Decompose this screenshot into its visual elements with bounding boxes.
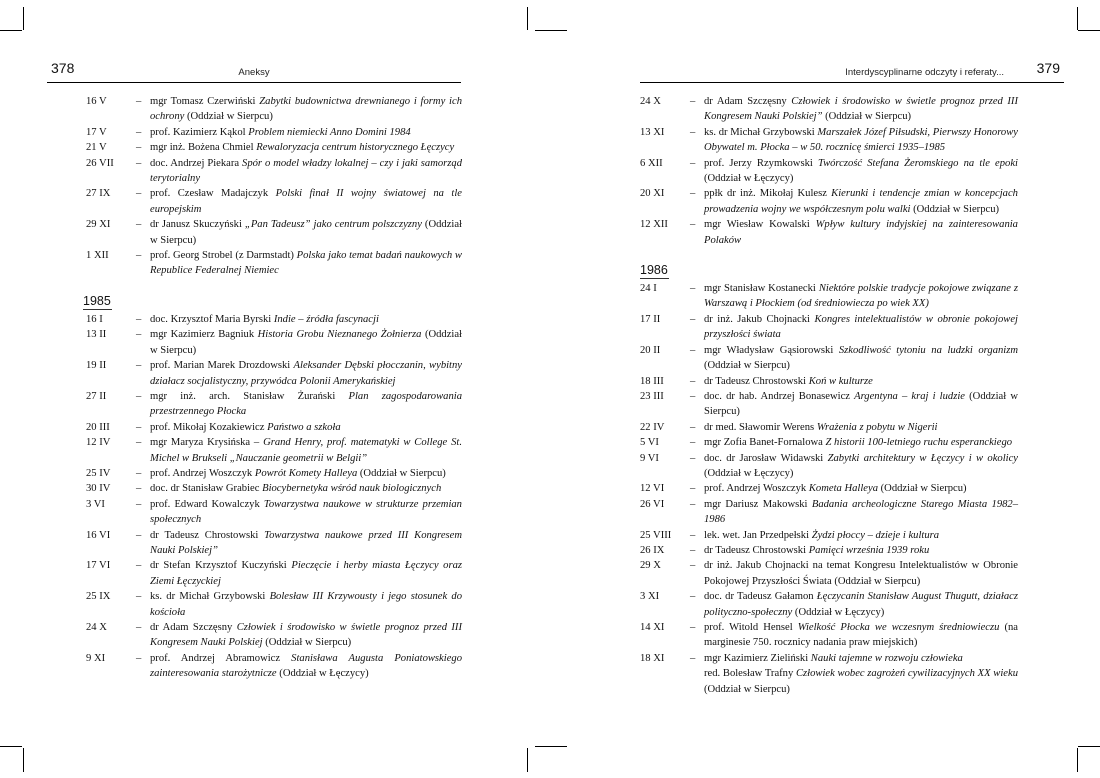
entry-dash: – — [136, 96, 142, 107]
entry-dash: – — [690, 344, 696, 356]
entry-date: 13 XI — [640, 126, 665, 138]
entry-date: 22 IV — [640, 421, 665, 433]
entry-dash: – — [690, 498, 696, 510]
entry-dash: – — [690, 375, 696, 387]
entry-date: 25 VIII — [640, 529, 672, 541]
entry-date: 12 VI — [640, 483, 665, 495]
entry-text: prof. Jerzy Rzymkowski Twórczość Stefana Żeromskiego na tle epoki (Oddział w Łęczycy) — [704, 157, 1019, 185]
entry-date: 9 XI — [86, 652, 106, 664]
entry-date: 17 II — [640, 313, 661, 325]
crop-mark — [535, 30, 567, 31]
lecture-entry — [86, 528, 462, 559]
entry-text: mgr Władysław Gąsiorowski Szkodliwość tytoniu na ludzki organizm (Oddział w Sierpcu) — [704, 344, 1018, 372]
entry-dash: – — [690, 529, 696, 541]
entry-dash: – — [136, 126, 142, 138]
entry-text: dr Tadeusz Chrostowski Koń w kulturze — [704, 375, 873, 387]
entry-dash: – — [136, 591, 142, 603]
entry-dash: – — [690, 96, 696, 107]
entry-dash: – — [690, 437, 696, 449]
entry-dash: – — [136, 529, 142, 541]
crop-mark — [0, 746, 22, 747]
entry-text: doc. dr Jarosław Widawski Zabytki architektury w Łęczycy i w okolicy (Oddział w Łęczycy) — [704, 452, 1019, 479]
entry-date: 25 IV — [86, 467, 111, 479]
entry-dash: – — [136, 622, 142, 633]
entry-dash: – — [136, 483, 142, 495]
entry-text: doc. dr Tadeusz Gałamon Łęczycanin Stanisław August Thugutt, działacz polityczno-społeczny (Oddział w Łęczycy) — [704, 591, 1018, 618]
lecture-entry — [86, 589, 462, 620]
crop-mark — [1077, 748, 1078, 772]
entry-date: 12 XII — [640, 219, 668, 231]
entry-date: 20 III — [86, 421, 110, 433]
entry-date: 16 I — [86, 313, 103, 325]
entry-date: 24 X — [86, 622, 107, 633]
entry-date: 19 II — [86, 360, 107, 372]
entry-text: doc. Andrzej Piekara Spór o model władzy lokalnej – czy i jaki samorząd terytorialny — [150, 157, 462, 185]
entry-text: dr inż. Jakub Chojnacki Kongres intelektualistów w obronie pokojowej przyszłości świata — [704, 313, 1018, 341]
lecture-entry — [640, 620, 1018, 651]
entry-text: prof. Edward Kowalczyk Towarzystwa naukowe w strukturze przemian społecznych — [150, 498, 462, 526]
entry-dash: – — [690, 188, 696, 200]
entry-date: 3 XI — [640, 591, 660, 603]
entry-date: 24 X — [640, 96, 661, 107]
year-heading: 1985 — [83, 293, 111, 308]
entry-text: lek. wet. Jan Przedpełski Żydzi płoccy – dzieje i kultura — [704, 529, 940, 541]
entry-text: prof. Mikołaj Kozakiewicz Państwo a szkoła — [150, 421, 341, 433]
entry-date: 20 II — [640, 344, 661, 356]
lecture-entry — [640, 389, 1018, 420]
crop-mark — [23, 7, 24, 30]
entry-date: 20 XI — [640, 188, 665, 200]
entry-dash: – — [690, 126, 696, 138]
lecture-entry — [640, 217, 1018, 248]
entry-text: dr Tadeusz Chrostowski Towarzystwa naukowe przed III Kongresem Nauki Polskiej” — [150, 529, 462, 556]
entry-dash: – — [136, 142, 142, 154]
lecture-entry — [86, 389, 462, 420]
entry-text: ppłk dr inż. Mikołaj Kulesz Kierunki i tendencje zmian w koncepcjach prowadzenia wojny we współczesnym polu walki (Oddział w Sierpcu) — [704, 188, 1018, 215]
entry-text: prof. Georg Strobel (z Darmstadt) Polska jako temat badań naukowych w Republice Federalnej Niemiec — [150, 250, 462, 277]
year-heading: 1986 — [640, 263, 668, 278]
entry-dash: – — [136, 219, 142, 231]
lecture-entry — [640, 374, 1018, 389]
lecture-entry — [86, 420, 462, 435]
lecture-entry — [86, 358, 462, 389]
lecture-entry — [640, 186, 1018, 217]
entry-dash: – — [136, 421, 142, 433]
lecture-entry — [640, 481, 1018, 496]
entry-dash: – — [136, 437, 142, 449]
entry-text: doc. Krzysztof Maria Byrski Indie – źródła fascynacji — [150, 313, 379, 325]
lecture-entry — [86, 125, 462, 140]
entry-date: 21 V — [86, 142, 107, 154]
entry-text: dr med. Sławomir Werens Wrażenia z pobytu w Nigerii — [704, 421, 938, 433]
entry-dash: – — [690, 219, 696, 231]
entry-text: mgr inż. Bożena Chmiel Rewaloryzacja centrum historycznego Łęczycy — [150, 142, 455, 154]
entry-date: 23 III — [640, 390, 664, 402]
entry-text: prof. Kazimierz Kąkol Problem niemiecki Anno Domini 1984 — [150, 126, 411, 138]
entry-date: 27 IX — [86, 188, 111, 200]
entry-date: 6 XII — [640, 157, 663, 169]
lecture-entry — [640, 543, 1018, 558]
crop-mark — [0, 30, 22, 31]
entry-text: dr Stefan Krzysztof Kuczyński Pieczęcie i herby miasta Łęczycy oraz Ziemi Łęczyckiej — [150, 560, 463, 587]
entry-text: prof. Andrzej Woszczyk Kometa Halleya (Oddział w Sierpcu) — [704, 483, 967, 495]
entry-date: 17 VI — [86, 560, 111, 572]
entry-dash: – — [690, 283, 696, 295]
entry-text: mgr Dariusz Makowski Badania archeologiczne Starego Miasta 1982–1986 — [704, 498, 1019, 526]
entry-date: 26 IX — [640, 544, 665, 556]
entry-date: 29 XI — [86, 219, 111, 231]
running-head-title: Aneksy — [238, 67, 270, 78]
entry-text: mgr inż. arch. Stanisław Żurański Plan zagospodarowania przestrzennego Płocka — [150, 390, 462, 418]
entry-dash: – — [690, 421, 696, 433]
entry-text: prof. Andrzej Woszczyk Powrót Komety Halleya (Oddział w Sierpcu) — [150, 467, 446, 479]
lecture-entry — [86, 466, 462, 481]
entry-date: 18 XI — [640, 652, 665, 664]
lecture-entry — [86, 497, 462, 528]
lecture-entry — [86, 217, 462, 248]
crop-mark — [1078, 30, 1100, 31]
running-head-title: Interdyscyplinarne odczyty i referaty... — [845, 67, 1004, 78]
lecture-entry — [640, 589, 1018, 620]
entry-date: 12 IV — [86, 437, 111, 449]
crop-mark — [23, 748, 24, 772]
lecture-entry — [86, 156, 462, 187]
entry-date: 30 IV — [86, 483, 111, 495]
right-page-body — [640, 94, 1018, 697]
entry-date: 25 IX — [86, 591, 111, 603]
entry-text: mgr Kazimierz Zieliński Nauki tajemne w rozwoju człowieka red. Bolesław Trafny Człowiek wobec zagrożeń cywilizacyjnych XX wieku (Oddział w Sierpcu) — [704, 652, 1018, 695]
entry-text: dr inż. Jakub Chojnacki na temat Kongresu Intelektualistów w Obronie Pokojowej Przyszłości Świata (Oddział w Sierpcu) — [704, 560, 1018, 587]
entry-date: 18 III — [640, 375, 664, 387]
lecture-entry — [640, 497, 1018, 528]
crop-mark — [527, 748, 528, 772]
entry-text: ks. dr Michał Grzybowski Marszałek Józef Piłsudski, Pierwszy Honorowy Obywatel m. Płocka – w 50. rocznicę śmierci 1935–1985 — [704, 126, 1019, 154]
entry-dash: – — [690, 560, 696, 572]
entry-dash: – — [690, 544, 696, 556]
lecture-entry — [640, 558, 1018, 589]
entry-dash: – — [690, 622, 696, 633]
entry-dash: – — [136, 250, 142, 262]
lecture-entry — [640, 312, 1018, 343]
entry-dash: – — [136, 313, 142, 325]
entry-text: prof. Witold Hensel Wielkość Płocka we wczesnym średniowieczu (na marginesie 750. rocznicy nadania praw miejskich) — [704, 622, 1018, 649]
entry-dash: – — [690, 390, 696, 402]
entry-dash: – — [136, 467, 142, 479]
entry-text: mgr Stanisław Kostanecki Niektóre polskie tradycje pokojowe związane z Warszawą i Płockiem (od średniowiecza po wiek XX) — [704, 283, 1018, 310]
lecture-entry — [86, 94, 462, 125]
entry-date: 3 VI — [86, 498, 105, 510]
lecture-entry — [86, 140, 462, 155]
lecture-entry — [86, 481, 462, 496]
entry-dash: – — [136, 390, 142, 402]
lecture-entry — [86, 651, 462, 682]
entry-text: mgr Tomasz Czerwiński Zabytki budownictwa drewnianego i formy ich ochrony (Oddział w Sierpcu) — [150, 96, 462, 123]
entry-text: prof. Andrzej Abramowicz Stanisława Augusta Poniatowskiego zainteresowania starożytnicze (Oddział w Łęczycy) — [150, 652, 462, 680]
entry-dash: – — [136, 329, 142, 341]
entry-date: 24 I — [640, 283, 657, 295]
entry-date: 5 VI — [640, 437, 659, 449]
entry-date: 16 VI — [86, 529, 111, 541]
lecture-entry — [86, 312, 462, 327]
entry-date: 1 XII — [86, 250, 109, 262]
entry-text: prof. Marian Marek Drozdowski Aleksander Dębski płocczanin, wybitny działacz socjalistyczny, przywódca Polonii Amerykańskiej — [150, 360, 463, 387]
entry-text: mgr Kazimierz Bagniuk Historia Grobu Nieznanego Żołnierza (Oddział w Sierpcu) — [150, 329, 463, 356]
left-page-body — [83, 94, 463, 682]
lecture-entry — [640, 281, 1018, 312]
lecture-entry — [640, 156, 1018, 187]
entry-text: mgr Maryza Krysińska – Grand Henry, prof. matematyki w College St. Michel w Brukseli „Nauczanie geometrii w Belgii” — [150, 437, 462, 464]
entry-text: dr Adam Szczęsny Człowiek i środowisko w świetle prognoz przed III Kongresem Nauki Polskiej (Oddział w Sierpcu) — [150, 622, 462, 649]
entry-date: 9 VI — [640, 452, 659, 464]
entry-dash: – — [690, 313, 696, 325]
entry-date: 27 II — [86, 390, 107, 402]
entry-text: prof. Czesław Madajczyk Polski finał II wojny światowej na tle europejskim — [150, 188, 462, 215]
crop-mark — [535, 746, 567, 747]
entry-dash: – — [136, 188, 142, 200]
entry-date: 14 XI — [640, 622, 665, 633]
page-number: 378 — [51, 60, 75, 76]
entry-dash: – — [690, 591, 696, 603]
entry-text: dr Janusz Skuczyński „Pan Tadeusz” jako centrum polszczyzny (Oddział w Sierpcu) — [150, 219, 462, 246]
lecture-entry — [86, 248, 462, 279]
entry-dash: – — [690, 452, 696, 464]
lecture-entry — [86, 327, 462, 358]
entry-dash: – — [690, 652, 696, 664]
entry-dash: – — [136, 560, 142, 572]
lecture-entry — [640, 528, 1018, 543]
entry-dash: – — [136, 157, 142, 169]
lecture-entry — [640, 651, 1018, 697]
lecture-entry — [86, 558, 462, 589]
entry-dash: – — [690, 157, 696, 169]
lecture-entry — [86, 186, 462, 217]
crop-mark — [1077, 7, 1078, 30]
lecture-entry — [640, 94, 1018, 125]
crop-mark — [527, 7, 528, 30]
entry-text: ks. dr Michał Grzybowski Bolesław III Krzywousty i jego stosunek do kościoła — [150, 591, 462, 618]
lecture-entry — [640, 451, 1018, 482]
entry-text: mgr Zofia Banet-Fornalowa Z historii 100-letniego ruchu esperanckiego — [704, 437, 1013, 449]
running-head-right — [640, 60, 1064, 83]
entry-date: 13 II — [86, 329, 107, 341]
lecture-entry — [640, 420, 1018, 435]
entry-date: 17 V — [86, 126, 107, 138]
entry-date: 16 V — [86, 96, 107, 107]
entry-dash: – — [136, 498, 142, 510]
lecture-entry — [640, 125, 1018, 156]
lecture-entry — [86, 620, 462, 651]
entry-text: mgr Wiesław Kowalski Wpływ kultury indyjskiej na zainteresowania Polaków — [704, 219, 1018, 246]
entry-date: 26 VII — [86, 157, 114, 169]
lecture-entry — [640, 435, 1018, 450]
lecture-entry — [86, 435, 462, 466]
running-head-left — [47, 60, 461, 83]
entry-text: dr Tadeusz Chrostowski Pamięci września 1939 roku — [704, 544, 930, 556]
page-number: 379 — [1036, 60, 1060, 76]
entry-date: 29 X — [640, 560, 661, 572]
crop-mark — [1078, 746, 1100, 747]
entry-date: 26 VI — [640, 498, 665, 510]
lecture-entry — [640, 343, 1018, 374]
entry-text: doc. dr Stanisław Grabiec Biocybernetyka wśród nauk biologicznych — [150, 483, 442, 495]
entry-dash: – — [690, 483, 696, 495]
entry-text: dr Adam Szczęsny Człowiek i środowisko w świetle prognoz przed III Kongresem Nauki Polskiej” (Oddział w Sierpcu) — [704, 96, 1018, 123]
entry-text: doc. dr hab. Andrzej Bonasewicz Argentyna – kraj i ludzie (Oddział w Sierpcu) — [704, 390, 1018, 418]
entry-dash: – — [136, 652, 142, 664]
entry-dash: – — [136, 360, 142, 372]
